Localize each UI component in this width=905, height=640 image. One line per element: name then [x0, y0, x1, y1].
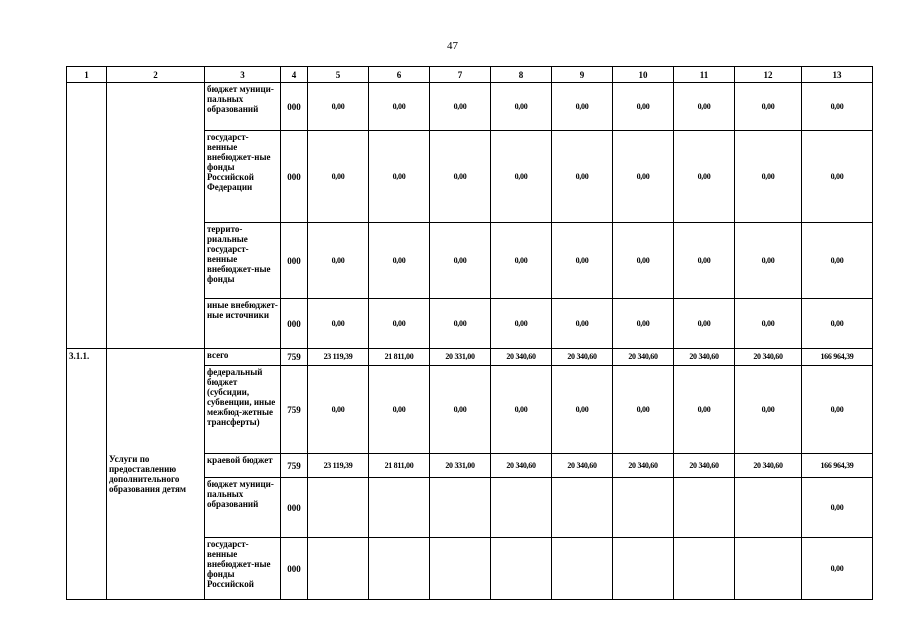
value-cell: 0,00	[613, 83, 674, 131]
value-cell: 0,00	[430, 299, 491, 349]
header-cell: 12	[735, 67, 802, 83]
header-cell: 7	[430, 67, 491, 83]
header-cell: 3	[205, 67, 281, 83]
row-code: 000	[281, 131, 308, 223]
value-cell: 0,00	[802, 299, 873, 349]
item-id: 3.1.1.	[67, 349, 107, 600]
header-cell: 8	[491, 67, 552, 83]
table-row	[67, 349, 873, 366]
header-cell: 6	[369, 67, 430, 83]
budget-table	[66, 66, 873, 600]
value-cell: 0,00	[308, 131, 369, 223]
value-cell: 0,00	[735, 223, 802, 299]
value-cell: 0,00	[369, 366, 430, 454]
row-label: иные внебюджет-ные источники	[205, 299, 281, 349]
value-cell: 0,00	[674, 366, 735, 454]
row-label: бюджет муници-пальных образований	[205, 83, 281, 131]
value-cell: 20 340,60	[674, 349, 735, 366]
value-cell	[552, 538, 613, 600]
value-cell: 0,00	[613, 223, 674, 299]
row-code: 000	[281, 538, 308, 600]
value-cell: 0,00	[491, 83, 552, 131]
value-cell: 0,00	[369, 131, 430, 223]
value-cell	[430, 478, 491, 538]
value-cell: 0,00	[613, 366, 674, 454]
value-cell: 23 119,39	[308, 349, 369, 366]
value-cell: 20 340,60	[491, 349, 552, 366]
value-cell	[369, 538, 430, 600]
header-cell: 1	[67, 67, 107, 83]
row-label: бюджет муници-пальных образований	[205, 478, 281, 538]
header-cell: 13	[802, 67, 873, 83]
value-cell: 20 340,60	[552, 349, 613, 366]
value-cell: 0,00	[613, 299, 674, 349]
value-cell: 0,00	[802, 223, 873, 299]
empty-id-cell	[67, 83, 107, 349]
value-cell	[369, 478, 430, 538]
item-name: Услуги по предоставлению дополнительного образования детям	[107, 349, 205, 600]
value-cell: 0,00	[552, 366, 613, 454]
value-cell: 0,00	[491, 223, 552, 299]
value-cell: 0,00	[369, 83, 430, 131]
value-cell: 0,00	[430, 223, 491, 299]
row-label: террито-риальные государст-венные внебюджет-ные фонды	[205, 223, 281, 299]
value-cell	[430, 538, 491, 600]
header-cell: 9	[552, 67, 613, 83]
value-cell: 20 340,60	[613, 349, 674, 366]
value-cell	[674, 478, 735, 538]
header-row	[67, 67, 873, 83]
value-cell	[735, 538, 802, 600]
value-cell	[491, 538, 552, 600]
header-cell: 11	[674, 67, 735, 83]
value-cell: 20 340,60	[491, 454, 552, 478]
row-code: 759	[281, 366, 308, 454]
header-cell: 10	[613, 67, 674, 83]
value-cell: 21 811,00	[369, 349, 430, 366]
row-label: государст-венные внебюджет-ные фонды Российской Федерации	[205, 131, 281, 223]
value-cell	[613, 538, 674, 600]
value-cell: 0,00	[735, 366, 802, 454]
value-cell: 166 964,39	[802, 454, 873, 478]
value-cell: 20 340,60	[613, 454, 674, 478]
value-cell: 0,00	[430, 83, 491, 131]
row-code: 000	[281, 478, 308, 538]
value-cell: 0,00	[552, 83, 613, 131]
value-cell: 0,00	[491, 131, 552, 223]
value-cell: 20 340,60	[735, 349, 802, 366]
value-cell: 166 964,39	[802, 349, 873, 366]
value-cell	[674, 538, 735, 600]
value-cell: 0,00	[802, 83, 873, 131]
row-code: 759	[281, 349, 308, 366]
value-cell: 0,00	[802, 366, 873, 454]
value-cell: 20 331,00	[430, 349, 491, 366]
header-cell: 2	[107, 67, 205, 83]
row-label: всего	[205, 349, 281, 366]
value-cell: 0,00	[308, 366, 369, 454]
value-cell: 0,00	[802, 538, 873, 600]
value-cell: 0,00	[430, 131, 491, 223]
value-cell	[308, 478, 369, 538]
value-cell: 21 811,00	[369, 454, 430, 478]
value-cell	[613, 478, 674, 538]
empty-name-cell	[107, 83, 205, 349]
value-cell: 0,00	[802, 478, 873, 538]
value-cell: 0,00	[552, 299, 613, 349]
value-cell: 20 331,00	[430, 454, 491, 478]
table-row	[67, 83, 873, 131]
value-cell: 0,00	[674, 83, 735, 131]
value-cell: 0,00	[735, 299, 802, 349]
row-code: 759	[281, 454, 308, 478]
value-cell: 0,00	[369, 299, 430, 349]
row-code: 000	[281, 223, 308, 299]
value-cell: 0,00	[308, 223, 369, 299]
value-cell: 0,00	[674, 299, 735, 349]
value-cell: 0,00	[674, 223, 735, 299]
value-cell: 20 340,60	[674, 454, 735, 478]
value-cell: 20 340,60	[735, 454, 802, 478]
value-cell: 0,00	[735, 131, 802, 223]
value-cell	[552, 478, 613, 538]
value-cell: 0,00	[552, 223, 613, 299]
value-cell: 0,00	[674, 131, 735, 223]
row-label: краевой бюджет	[205, 454, 281, 478]
value-cell: 0,00	[308, 299, 369, 349]
row-code: 000	[281, 83, 308, 131]
page-number: 47	[447, 40, 458, 52]
row-code: 000	[281, 299, 308, 349]
value-cell	[308, 538, 369, 600]
value-cell: 0,00	[308, 83, 369, 131]
value-cell	[735, 478, 802, 538]
row-label: федеральный бюджет (субсидии, субвенции, иные межбюд-жетные трансферты)	[205, 366, 281, 454]
value-cell	[491, 478, 552, 538]
value-cell: 0,00	[491, 299, 552, 349]
value-cell: 0,00	[613, 131, 674, 223]
value-cell: 0,00	[802, 131, 873, 223]
value-cell: 20 340,60	[552, 454, 613, 478]
header-cell: 4	[281, 67, 308, 83]
value-cell: 0,00	[491, 366, 552, 454]
value-cell: 0,00	[552, 131, 613, 223]
value-cell: 0,00	[430, 366, 491, 454]
value-cell: 23 119,39	[308, 454, 369, 478]
row-label: государст-венные внебюджет-ные фонды Российской	[205, 538, 281, 600]
value-cell: 0,00	[369, 223, 430, 299]
value-cell: 0,00	[735, 83, 802, 131]
header-cell: 5	[308, 67, 369, 83]
